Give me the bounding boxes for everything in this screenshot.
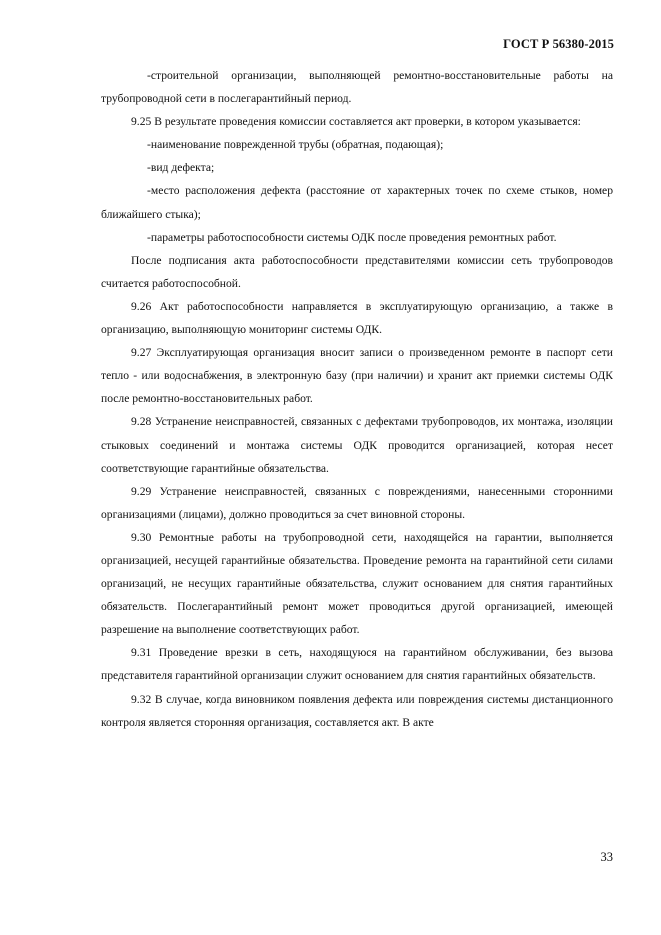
paragraph: 9.25 В результате проведения комиссии составляется акт проверки, в котором указывается: (131, 115, 581, 129)
paragraph: 9.26 Акт работоспособности направляется в эксплуатирующую организацию, а также в организацию, выполняющую мониторинг системы ОДК. (101, 299, 613, 337)
paragraph: 9.29 Устранение неисправностей, связанных с повреждениями, нанесенными сторонними организациями (лицами), должно проводиться за счет виновной стороны. (101, 484, 613, 521)
page-number: 33 (600, 850, 613, 864)
paragraph: -параметры работоспособности системы ОДК после проведения ремонтных работ. (147, 230, 557, 244)
paragraph: -наименование поврежденной трубы (обратная, подающая); (147, 138, 444, 152)
paragraph: 9.32 В случае, когда виновником появления дефекта или повреждения системы дистанционного контроля является сторонняя организация, составляется акт. В акте (101, 692, 613, 729)
paragraph: 9.31 Проведение врезки в сеть, находящуюся на гарантийном обслуживании, без вызова представителя гарантийной организации служит основанием для снятия гарантийных обязательств. (101, 646, 613, 683)
paragraph: После подписания акта работоспособности представителями комиссии сеть трубопроводов считается работоспособной. (101, 253, 613, 290)
paragraph: -вид дефекта; (147, 161, 215, 175)
paragraph: -место расположения дефекта (расстояние от характерных точек по схеме стыков, номер ближайшего стыка); (101, 184, 613, 221)
paragraph: 9.28 Устранение неисправностей, связанных с дефектами трубопроводов, их монтажа, изоляции стыковых соединений и монтажа системы ОДК проводится организацией, которая несет соответствующие гарантийные обязательства. (101, 415, 613, 475)
paragraph: -строительной организации, выполняющей ремонтно-восстановительные работы на трубопроводной сети в послегарантийный период. (101, 69, 613, 106)
paragraph: 9.27 Эксплуатирующая организация вносит записи о произведенном ремонте в паспорт сети тепло - или водоснабжения, в электронную базу (при наличии) и хранит акт приемки системы ОДК после ремонтно-восстановительных работ. (101, 346, 613, 406)
document-header: ГОСТ Р 56380-2015 (503, 37, 614, 51)
document-body (101, 64, 613, 734)
paragraph: 9.30 Ремонтные работы на трубопроводной сети, находящейся на гарантии, выполняется организацией, несущей гарантийные обязательства. Проведение ремонта на гарантийной сети силами организаций, не несущих гарантийные обязательства, служит основанием для снятия гарантийных обязательств. Послегарантийный ремонт может проводиться другой организацией, имеющей разрешение на выполнение соответствующих работ. (101, 530, 613, 637)
